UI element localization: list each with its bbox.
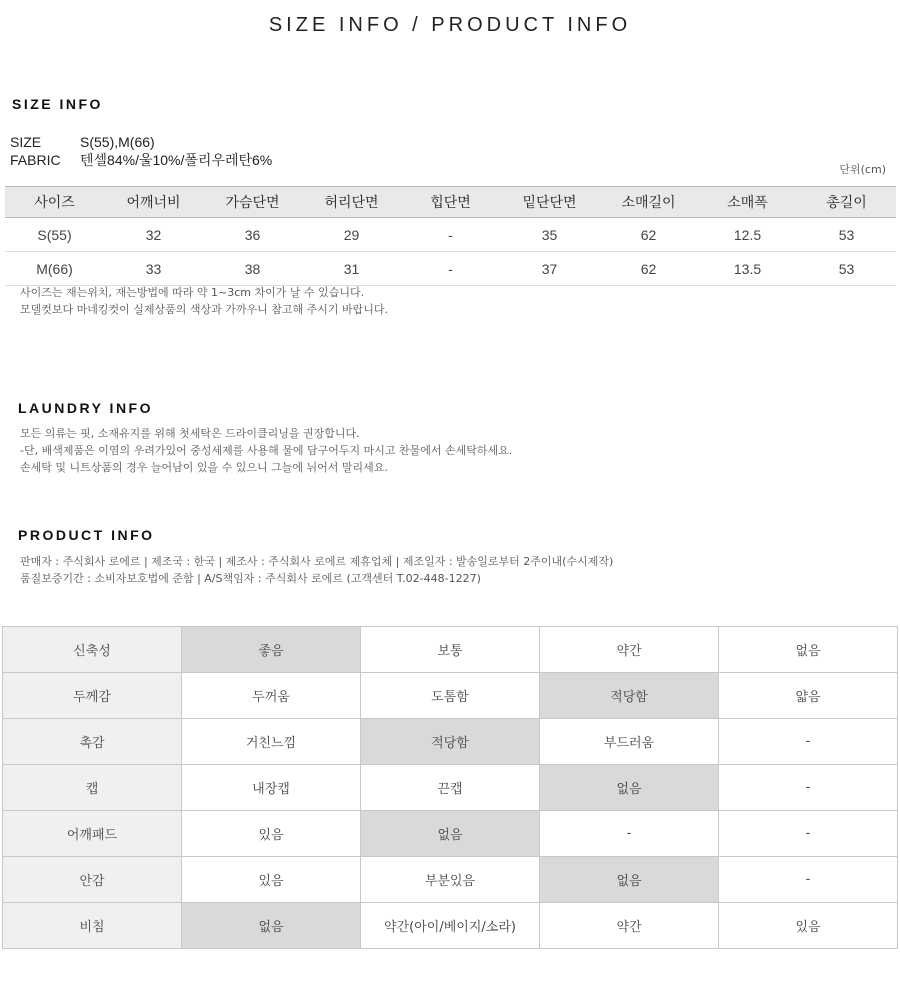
material-option: - <box>719 719 898 765</box>
table-cell: 37 <box>500 252 599 286</box>
material-row-label: 촉감 <box>3 719 182 765</box>
header-cell: 힙단면 <box>401 187 500 218</box>
laundry-notes <box>20 425 512 476</box>
laundry-line: 손세탁 및 니트상품의 경우 늘어남이 있을 수 있으니 그늘에 뉘어서 말리세요. <box>20 461 388 474</box>
header-cell: 밑단단면 <box>500 187 599 218</box>
material-row <box>3 811 898 857</box>
size-value: S(55),M(66) <box>80 134 155 150</box>
material-option: 약간 <box>540 903 719 949</box>
size-label: SIZE <box>10 134 42 150</box>
material-option: 얇음 <box>719 673 898 719</box>
table-cell: 62 <box>599 252 698 286</box>
page-title: SIZE INFO / PRODUCT INFO <box>268 14 632 36</box>
product-info-heading: PRODUCT INFO <box>18 527 155 543</box>
material-option: 없음 <box>182 903 361 949</box>
material-option: 있음 <box>182 857 361 903</box>
material-option: 끈캡 <box>361 765 540 811</box>
header-cell: 가슴단면 <box>203 187 302 218</box>
material-option: 있음 <box>719 903 898 949</box>
material-option: 도톰함 <box>361 673 540 719</box>
size-spec <box>10 134 155 150</box>
material-row <box>3 627 898 673</box>
material-option: 있음 <box>182 811 361 857</box>
size-table-header <box>5 187 896 218</box>
table-cell: 62 <box>599 218 698 252</box>
material-option: 좋음 <box>182 627 361 673</box>
material-option: 약간 <box>540 627 719 673</box>
material-row <box>3 765 898 811</box>
size-table <box>5 186 896 286</box>
material-option: 내장캡 <box>182 765 361 811</box>
product-line: 품질보증기간 : 소비자보호법에 준함 | A/S책임자 : 주식회사 로에르 (고객센터 T.02-448-1227) <box>20 572 481 585</box>
material-option: 없음 <box>361 811 540 857</box>
table-cell: 53 <box>797 218 896 252</box>
table-cell: 12.5 <box>698 218 797 252</box>
material-option: 약간(아이/베이지/소라) <box>361 903 540 949</box>
table-cell: 33 <box>104 252 203 286</box>
size-note-line: 모델컷보다 마네킹컷이 실제상품의 색상과 가까우니 참고해 주시기 바랍니다. <box>20 303 389 316</box>
material-row-label: 캡 <box>3 765 182 811</box>
header-cell: 사이즈 <box>5 187 104 218</box>
material-option: 거친느낌 <box>182 719 361 765</box>
fabric-value: 텐셀84%/울10%/폴리우레탄6% <box>80 152 273 168</box>
table-cell: 13.5 <box>698 252 797 286</box>
fabric-spec <box>10 150 272 170</box>
table-cell: 36 <box>203 218 302 252</box>
header-cell: 소매길이 <box>599 187 698 218</box>
material-option: - <box>719 765 898 811</box>
material-option: 부드러움 <box>540 719 719 765</box>
material-row <box>3 673 898 719</box>
material-option: 적당함 <box>540 673 719 719</box>
table-cell: - <box>401 218 500 252</box>
material-option: - <box>719 857 898 903</box>
material-option: - <box>719 811 898 857</box>
material-option: 없음 <box>540 857 719 903</box>
table-cell: 32 <box>104 218 203 252</box>
table-cell: S(55) <box>5 218 104 252</box>
laundry-info-heading: LAUNDRY INFO <box>18 400 153 416</box>
laundry-line: -단, 배색제품은 이염의 우려가있어 중성세제를 사용해 물에 담구어두지 마시고 찬물에서 손세탁하세요. <box>20 444 513 457</box>
unit-label: 단위(cm) <box>839 163 886 176</box>
table-cell: 31 <box>302 252 401 286</box>
header-cell: 허리단면 <box>302 187 401 218</box>
material-row <box>3 857 898 903</box>
material-row-label: 안감 <box>3 857 182 903</box>
material-row-label: 두께감 <box>3 673 182 719</box>
material-option: 적당함 <box>361 719 540 765</box>
material-option: 부분있음 <box>361 857 540 903</box>
table-cell: 53 <box>797 252 896 286</box>
table-row <box>5 218 896 252</box>
header-cell: 총길이 <box>797 187 896 218</box>
material-option: 없음 <box>719 627 898 673</box>
header-cell: 소매폭 <box>698 187 797 218</box>
product-line: 판매자 : 주식회사 로에르 | 제조국 : 한국 | 제조사 : 주식회사 로에르 제휴업체 | 제조일자 : 발송일로부터 2주이내(수시제작) <box>20 555 614 568</box>
product-notes <box>20 553 613 587</box>
material-option: 없음 <box>540 765 719 811</box>
table-cell: 38 <box>203 252 302 286</box>
material-table <box>2 626 898 949</box>
material-row <box>3 719 898 765</box>
header-cell: 어깨너비 <box>104 187 203 218</box>
size-notes <box>20 284 388 318</box>
table-cell: M(66) <box>5 252 104 286</box>
table-cell: 29 <box>302 218 401 252</box>
material-option: - <box>540 811 719 857</box>
size-note-line: 사이즈는 재는위치, 재는방법에 따라 약 1~3cm 차이가 날 수 있습니다. <box>20 286 365 299</box>
material-row-label: 신축성 <box>3 627 182 673</box>
table-cell: - <box>401 252 500 286</box>
fabric-label: FABRIC <box>10 152 61 168</box>
table-cell: 35 <box>500 218 599 252</box>
material-row-label: 어깨패드 <box>3 811 182 857</box>
material-option: 두꺼움 <box>182 673 361 719</box>
table-row <box>5 252 896 286</box>
size-info-heading: SIZE INFO <box>12 96 103 112</box>
laundry-line: 모든 의류는 핏, 소재유지를 위해 첫세탁은 드라이클리닝을 권장합니다. <box>20 427 360 440</box>
material-row <box>3 903 898 949</box>
material-option: 보통 <box>361 627 540 673</box>
material-row-label: 비침 <box>3 903 182 949</box>
